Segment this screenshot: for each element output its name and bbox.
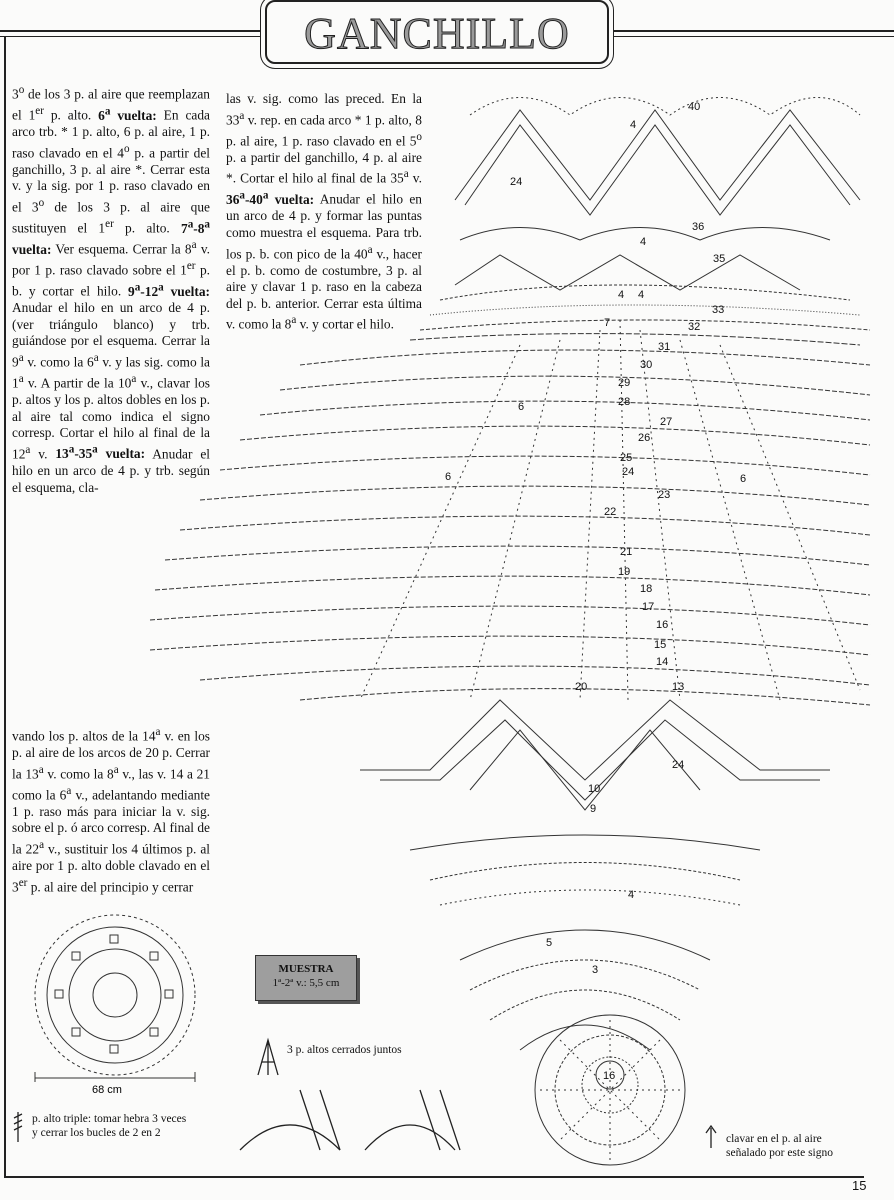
svg-text:5: 5 (546, 937, 553, 949)
svg-text:18: 18 (640, 583, 653, 595)
svg-text:23: 23 (658, 489, 671, 501)
svg-text:17: 17 (642, 601, 655, 613)
instructions-column-3: vando los p. altos de la 14$^a$ v. en los p. al aire de los arcos de 20 p. Cerrar la 13$^a$ v. como la 8$^a$ v., las v. 14 a 21 como la 6$^a$ v., adelantando mediante 1 p. raso más para iniciar la v. sig. sobre el p. ó arco corresp. Al final de la 22$^a$ v., sustituir los 4 últimos p. al aire por 1 p. alto doble clavado en el 3er p. al aire del principio y cerrar (12, 726, 210, 895)
page-number: 15 (852, 1178, 867, 1193)
sample-gauge-title: MUESTRA (278, 963, 334, 975)
svg-text:19: 19 (618, 566, 631, 578)
svg-text:24: 24 (672, 759, 685, 771)
instructions-column-1: 3$^o$ de los 3 p. al aire que reemplazan el 1er p. alto. 6$^a$ vuelta: En cada arco trb. * 1 p. alto, 6 p. al aire, 1 p. raso clavado en el 4$^o$ p. a partir del ganchillo, 3 p. al aire *. Cerrar esta v. y la sig. por 1 p. raso clavado en el 3$^o$ de los 3 p. al aire que sustituyen el 1er p. alto. 7$^a$-8$^a$ vuelta: Ver esquema. Cerrar la 8$^a$ v. por 1 p. raso clavado sobre el 1er p. b. y cortar el hilo. 9$^a$-12$^a$ vuelta: Anudar el hilo en un arco de 4 p. (ver triángulo blanco) y trb. guiándose por el esquema. Cerrar la 9$^a$ v. como la 6$^a$ v. y las sig. como la 1$^a$ v. A partir de la 10$^a$ v., clavar los p. altos y los p. altos dobles en los p. al aire tal como indica el signo corresp. Cortar el hilo al final de la 12$^a$ v. 13$^a$-35$^a$ vuelta: Anudar el hilo en un arco de 4 p. y trb. según el esquema, cla- (12, 84, 210, 495)
svg-text:6: 6 (740, 473, 747, 485)
doily-overview-diagram (35, 915, 195, 1082)
svg-text:40: 40 (688, 101, 701, 113)
svg-text:22: 22 (604, 506, 617, 518)
svg-text:36: 36 (692, 221, 705, 233)
svg-text:29: 29 (618, 377, 631, 389)
svg-text:6: 6 (445, 471, 452, 483)
instructions-column-2: las v. sig. como las preced. En la 33$^a$ v. rep. en cada arco * 1 p. alto, 8 p. al aire, 1 p. raso clavado en el 5$^o$ p. a partir del ganchillo, 4 p. al aire *. Cortar el hilo al final de la 35$^a$ v. 36$^a$-40$^a$ vuelta: Anudar el hilo en un arco de 4 p. y formar las puntas como muestra el esquema. Para trb. los p. b. con pico de la 40$^a$ v., hacer el p. b. como de costumbre, 3 p. al aire y clavar 1 p. raso en la cabeza del p. b. anterior. Cerrar esta última v. como la 8$^a$ v. y cortar el hilo. (226, 91, 422, 332)
svg-text:16: 16 (603, 1070, 616, 1082)
svg-text:10: 10 (588, 783, 601, 795)
svg-text:26: 26 (638, 432, 651, 444)
svg-text:32: 32 (688, 321, 701, 333)
svg-text:4: 4 (640, 236, 647, 248)
svg-text:28: 28 (618, 396, 631, 408)
svg-text:6: 6 (518, 401, 525, 413)
svg-text:9: 9 (590, 803, 597, 815)
svg-text:31: 31 (658, 341, 671, 353)
svg-text:20: 20 (575, 681, 588, 693)
svg-text:7: 7 (604, 317, 611, 329)
svg-text:4: 4 (630, 119, 637, 131)
svg-text:16: 16 (656, 619, 669, 631)
svg-text:25: 25 (620, 452, 633, 464)
svg-text:24: 24 (510, 176, 523, 188)
legend-insert-line-2: señalado por este signo (726, 1147, 833, 1159)
legend-triple-line-1: p. alto triple: tomar hebra 3 veces (32, 1113, 187, 1125)
svg-text:27: 27 (660, 416, 673, 428)
legend-triple-line-2: y cerrar los bucles de 2 en 2 (32, 1127, 161, 1139)
legend-insert-line-1: clavar en el p. al aire (726, 1133, 822, 1145)
svg-text:4: 4 (618, 289, 625, 301)
svg-text:24: 24 (622, 466, 635, 478)
svg-text:14: 14 (656, 656, 669, 668)
svg-text:35: 35 (713, 253, 726, 265)
svg-text:15: 15 (654, 639, 667, 651)
svg-text:33: 33 (712, 304, 725, 316)
svg-text:21: 21 (620, 546, 633, 558)
diagram-size-label: 68 cm (92, 1084, 122, 1096)
page-title: GANCHILLO (304, 9, 570, 58)
svg-text:13: 13 (672, 681, 685, 693)
legend-closed-together: 3 p. altos cerrados juntos (287, 1044, 402, 1056)
sample-gauge-box (255, 955, 357, 1001)
svg-text:30: 30 (640, 359, 653, 371)
svg-text:4: 4 (638, 289, 645, 301)
sample-gauge-value: 1ª-2ª v.: 5,5 cm (272, 977, 340, 989)
svg-text:3: 3 (592, 964, 599, 976)
svg-text:4: 4 (628, 889, 635, 901)
